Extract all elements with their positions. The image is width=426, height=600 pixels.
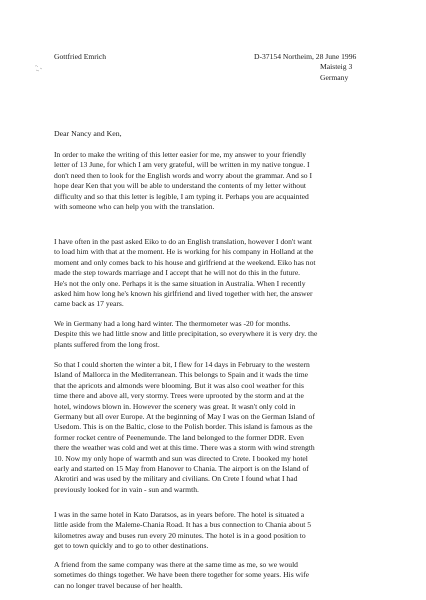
text-line: moment and only comes back to his house and girlfriend at the weekend. Eiko has not	[54, 257, 316, 267]
text-line: I was in the same hotel in Kato Daratsos, as in years before. The hotel is situated a	[54, 510, 305, 519]
text-line: early and started on 15 May from Hanover to Chania. The airport is on the Island of	[54, 464, 309, 474]
text-line: Island of Mallorca in the Mediterranean. This belongs to Spain and it wads the time	[54, 370, 308, 380]
text-line: So that I could shorten the winter a bit, I flew for 14 days in February to the western	[54, 360, 310, 369]
address-line-date: D-37154 Northeim, 28 June 1996	[254, 52, 357, 61]
address-line-street: Maisteig 3	[320, 62, 353, 72]
text-line: sometimes do things together. We have been there together for some years. His wife	[54, 570, 310, 580]
text-line: with someone who can help you with the translation.	[54, 202, 215, 212]
text-line: I have often in the past asked Eiko to do an English translation, however I don't want	[54, 237, 313, 246]
text-line: difficulty and so that this letter is legible, I am typing it. Perhaps you are acquainted	[54, 191, 309, 201]
paragraph-2	[54, 237, 386, 310]
text-line: previously looked for in vain - sun and warmth.	[54, 484, 199, 494]
text-line: can no longer travel because of her health.	[54, 580, 183, 590]
text-line: hotel, windows blown in. However the scenery was great. It wasn't only cold in	[54, 401, 296, 411]
text-line: to load him with that at the moment. He is working for his company in Holland at the	[54, 247, 314, 257]
text-line: little aside from the Maleme-Chania Road. It has a bus connection to Chania about 5	[54, 520, 312, 530]
salutation: Dear Nancy and Ken,	[54, 129, 122, 138]
paragraph-6	[54, 560, 386, 591]
text-line: letter of 13 June, for which I am very grateful, will be written in my native tongue. I	[54, 160, 310, 170]
address-line-country: Germany	[320, 72, 349, 82]
text-line: hope dear Ken that you will be able to understand the contents of my letter without	[54, 181, 307, 191]
text-line: that the apricots and almonds were blooming. But it was also cool weather for this	[54, 380, 304, 390]
text-line: Despite this we had little snow and little precipitation, so everywhere it is very dry. the	[54, 329, 318, 339]
text-line: made the step towards marriage and I accept that he will not do this in the future.	[54, 268, 301, 278]
text-line: 10. Now my only hope of warmth and sun was directed to Crete. I booked my hotel	[54, 453, 308, 463]
text-line: don't need then to look for the English words and worry about the grammar. And so I	[54, 170, 313, 180]
text-line: former rocket centre of Peenemunde. The land belonged to the former DDR. Even	[54, 432, 304, 442]
text-line: A friend from the same company was there at the same time as me, so we would	[54, 560, 298, 569]
text-line: He's not the only one. Perhaps it is the same situation in Australia. When I recently	[54, 278, 306, 288]
paragraph-5	[54, 510, 386, 552]
text-line: Usedom. This is on the Baltic, close to the Polish border. This island is famous as the	[54, 422, 313, 432]
text-line: plants suffered from the long frost.	[54, 339, 160, 349]
sender-address	[254, 52, 356, 83]
text-line: came back as 17 years.	[54, 299, 124, 309]
sender-name: Gottfried Emrich	[54, 52, 107, 61]
text-line: Akrotiri and was used by the military and civilians. On Crete I found what I had	[54, 474, 298, 484]
margin-mark	[34, 64, 44, 74]
text-line: time there and above all, very stormy. Trees were uprooted by the storm and at the	[54, 391, 304, 401]
text-line: there the weather was cold and wet at this time. There was a storm with wind strength	[54, 443, 315, 453]
paragraph-1	[54, 150, 386, 212]
text-line: get to town quickly and to go to other destinations.	[54, 541, 209, 551]
text-line: We in Germany had a long hard winter. The thermometer was -20 for months.	[54, 319, 291, 328]
paragraph-3	[54, 319, 386, 350]
text-line: asked him how long he's known his girlfriend and lived together with her, the answer	[54, 289, 313, 299]
text-line: Germany but all over Europe. At the beginning of May I was on the German Island of	[54, 412, 315, 422]
paragraph-4	[54, 360, 386, 495]
text-line: kilometres away and buses run every 20 minutes. The hotel is in a good position to	[54, 530, 306, 540]
text-line: In order to make the writing of this letter easier for me, my answer to your friendly	[54, 150, 306, 159]
